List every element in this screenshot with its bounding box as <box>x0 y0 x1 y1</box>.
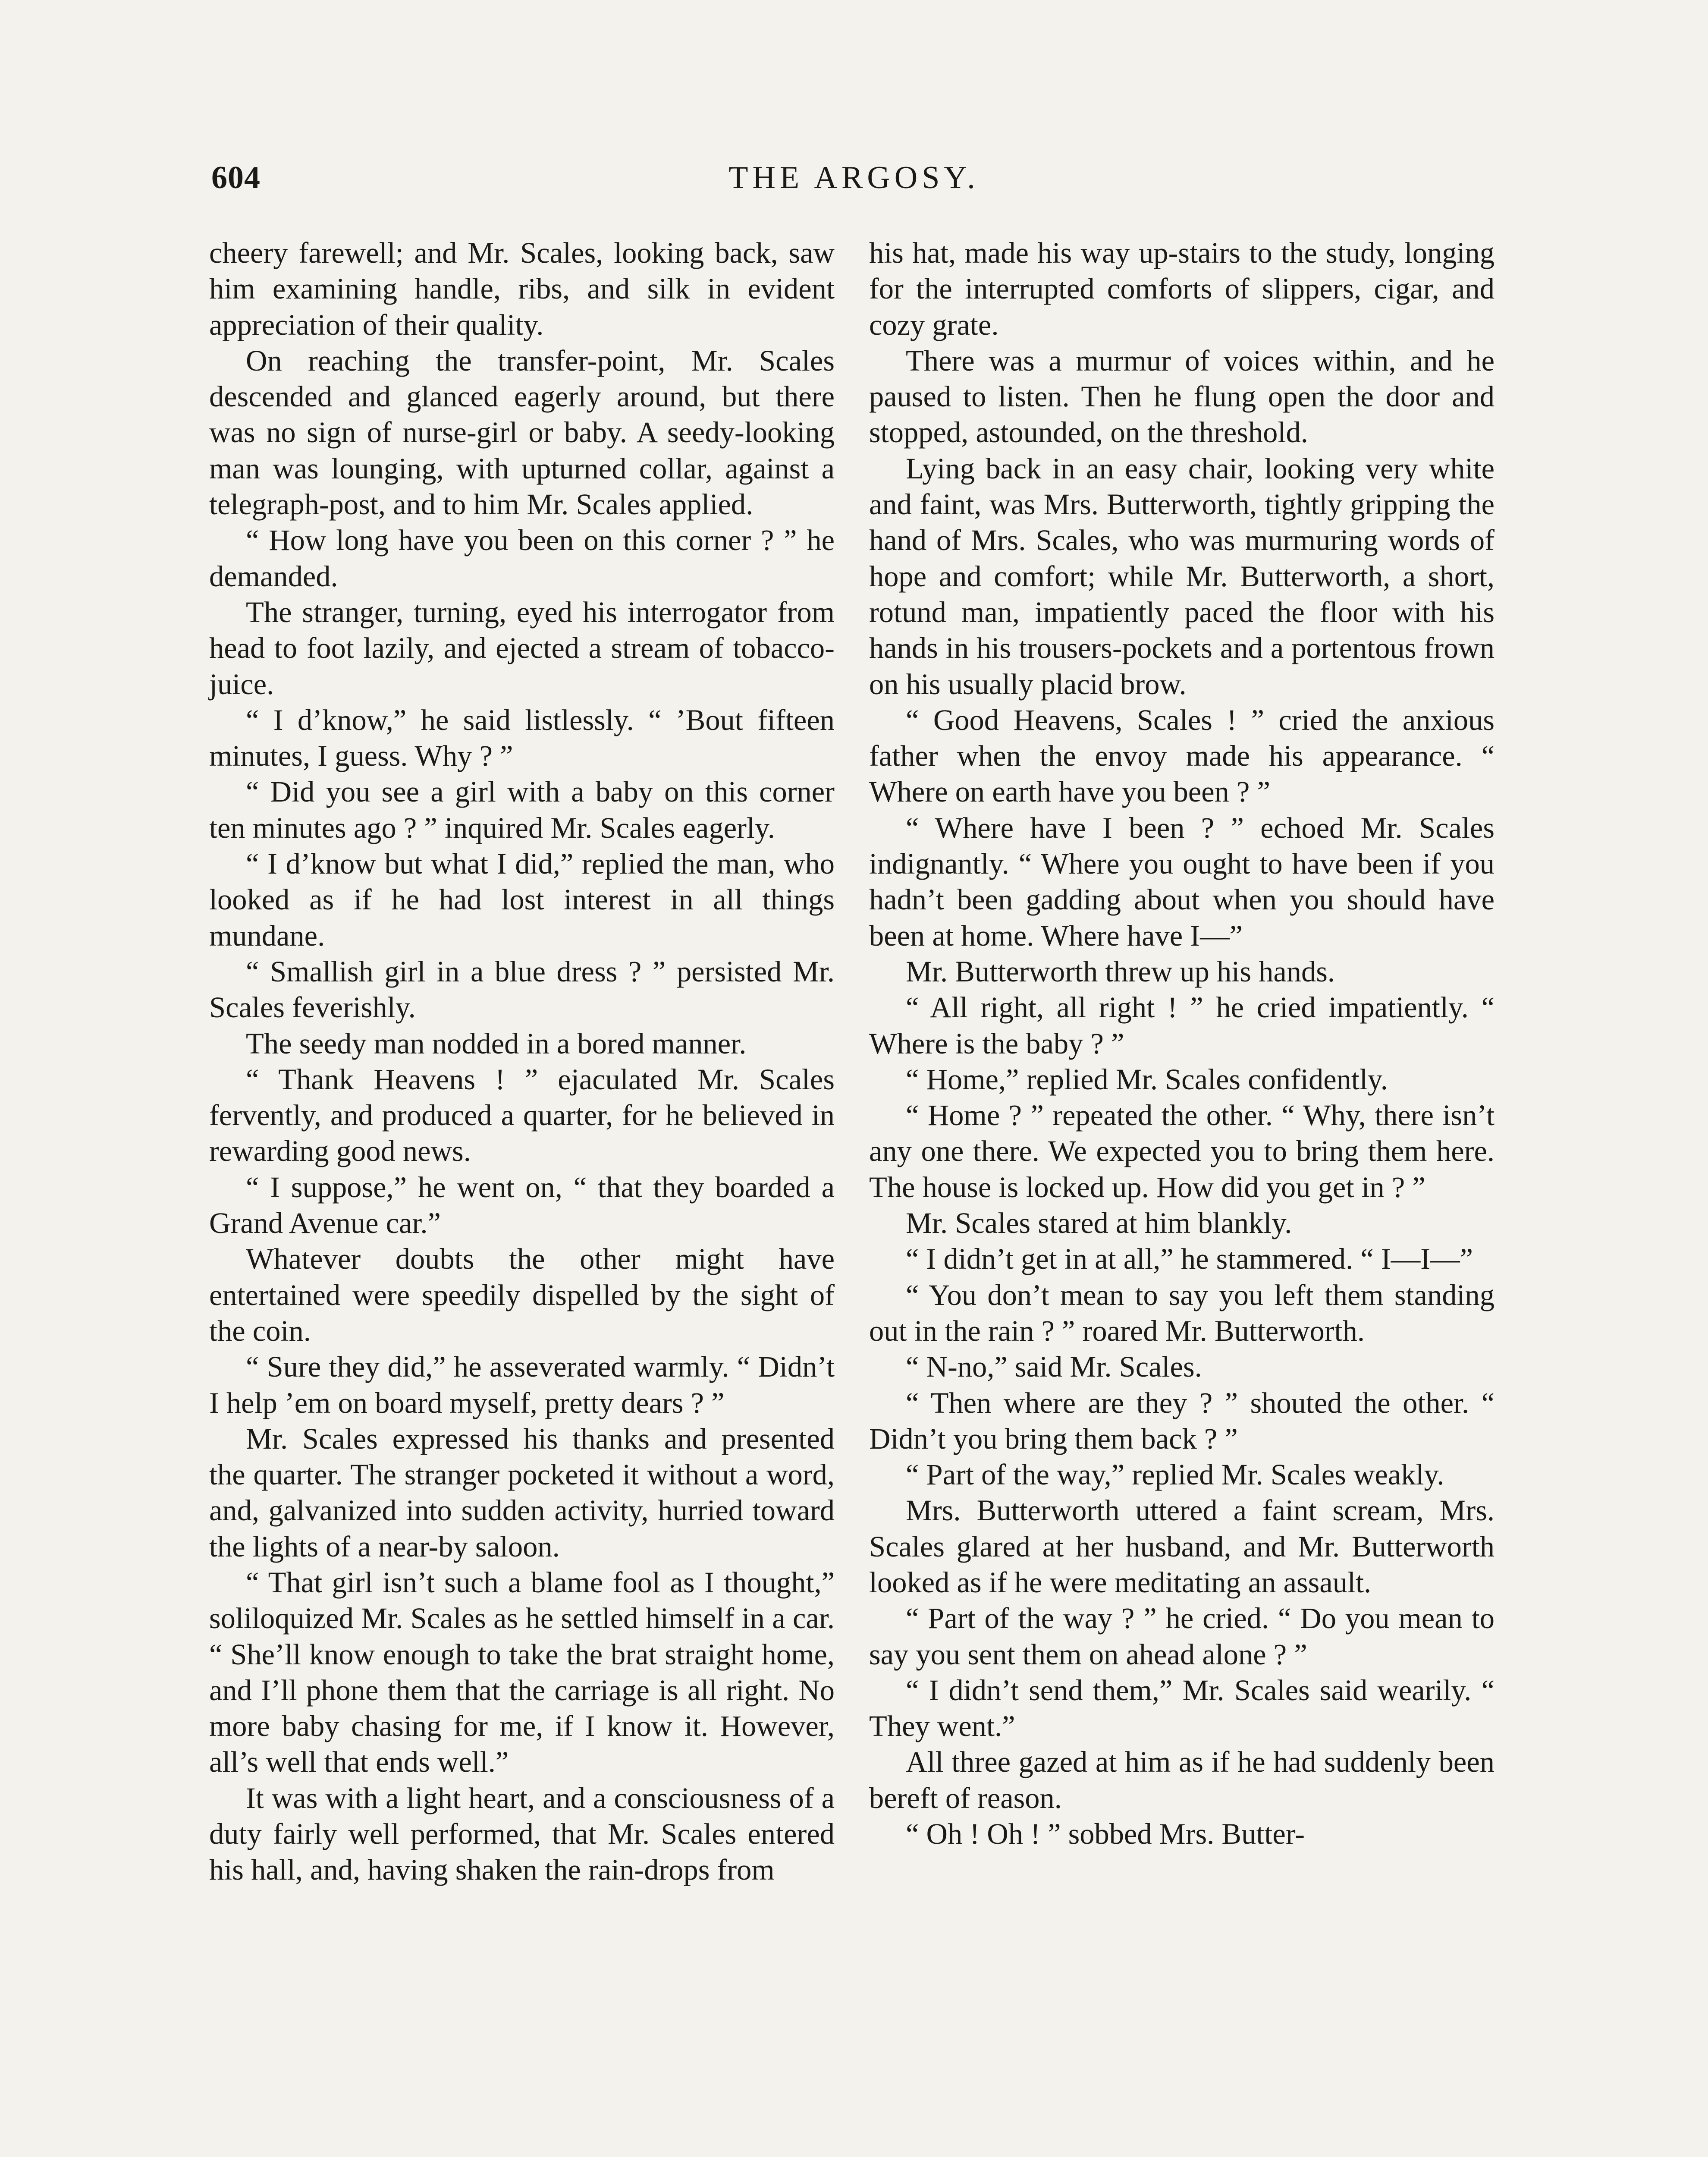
paragraph: Mr. Scales expressed his thanks and presented the quarter. The stranger pocketed it without a word, and, galvanized into sudden activity, hurried toward the lights of a near-by saloon. <box>209 1422 835 1563</box>
paragraph: “ N-no,” said Mr. Scales. <box>906 1350 1202 1383</box>
paragraph: “ That girl isn’t such a blame fool as I thought,” soliloquized Mr. Scales as he settled himself in a car. “ She’ll know enough to take the brat straight home, and I’ll phone them that the carriage is all right. No more baby chasing for me, if I know it. However, all’s well that ends well.” <box>209 1566 835 1779</box>
paragraph: “ Where have I been ? ” echoed Mr. Scales indignantly. “ Where you ought to have been if you hadn’t been gadding about when you should have been at home. Where have I—” <box>869 811 1494 952</box>
running-title: THE ARGOSY. <box>728 160 980 195</box>
paragraph: “ Then where are they ? ” shouted the other. “ Didn’t you bring them back ? ” <box>869 1386 1494 1455</box>
paragraph: Whatever doubts the other might have entertained were speedily dispelled by the sight of the coin. <box>209 1242 835 1347</box>
paragraph: The seedy man nodded in a bored manner. <box>246 1027 747 1060</box>
paragraph: “ I d’know but what I did,” replied the man, who looked as if he had lost interest in all things mundane. <box>209 847 835 952</box>
right-column <box>869 235 1494 1852</box>
left-column <box>209 235 835 1888</box>
paragraph: “ Smallish girl in a blue dress ? ” persisted Mr. Scales feverishly. <box>209 955 835 1024</box>
paragraph: “ Sure they did,” he asseverated warmly. “ Didn’t I help ’em on board myself, pretty dears ? ” <box>209 1350 835 1419</box>
paragraph: The stranger, turning, eyed his interrogator from head to foot lazily, and ejected a stream of tobacco-juice. <box>209 595 835 701</box>
paragraph: It was with a light heart, and a consciousness of a duty fairly well performed, that Mr. Scales entered his hall, and, having shaken the rain-drops from <box>209 1781 835 1887</box>
paragraph: Lying back in an easy chair, looking very white and faint, was Mrs. Butterworth, tightly gripping the hand of Mrs. Scales, who was murmuring words of hope and comfort; while Mr. Butterworth, a short, rotund man, impatiently paced the floor with his hands in his trousers-pockets and a portentous frown on his usually placid brow. <box>869 452 1494 701</box>
paragraph: “ Home ? ” repeated the other. “ Why, there isn’t any one there. We expected you to bring them here. The house is locked up. How did you get in ? ” <box>869 1099 1494 1204</box>
paragraph: “ Part of the way,” replied Mr. Scales weakly. <box>906 1458 1444 1491</box>
paragraph: On reaching the transfer-point, Mr. Scales descended and glanced eagerly around, but there was no sign of nurse-girl or baby. A seedy-looking man was lounging, with upturned collar, against a telegraph-post, and to him Mr. Scales applied. <box>209 344 835 521</box>
paragraph: “ Did you see a girl with a baby on this corner ten minutes ago ? ” inquired Mr. Scales eagerly. <box>209 775 835 844</box>
paragraph: cheery farewell; and Mr. Scales, looking back, saw him examining handle, ribs, and silk in evident appreciation of their quality. <box>209 236 835 341</box>
paragraph: Mrs. Butterworth uttered a faint scream, Mrs. Scales glared at her husband, and Mr. Butterworth looked as if he were meditating an assault. <box>869 1494 1494 1599</box>
paragraph: “ Home,” replied Mr. Scales confidently. <box>906 1063 1388 1096</box>
paragraph: All three gazed at him as if he had suddenly been bereft of reason. <box>869 1745 1494 1814</box>
paragraph: “ You don’t mean to say you left them standing out in the rain ? ” roared Mr. Butterworth. <box>869 1278 1494 1347</box>
paragraph: “ Oh ! Oh ! ” sobbed Mrs. Butter- <box>906 1817 1305 1851</box>
paragraph: “ I suppose,” he went on, “ that they boarded a Grand Avenue car.” <box>209 1170 835 1240</box>
paragraph: There was a murmur of voices within, and he paused to listen. Then he flung open the door and stopped, astounded, on the threshold. <box>869 344 1494 449</box>
paragraph: “ I d’know,” he said listlessly. “ ’Bout fifteen minutes, I guess. Why ? ” <box>209 703 835 773</box>
paragraph: his hat, made his way up-stairs to the study, longing for the interrupted comforts of slippers, cigar, and cozy grate. <box>869 236 1494 341</box>
paragraph: “ I didn’t get in at all,” he stammered. “ I—I—” <box>906 1242 1473 1276</box>
paragraph: “ All right, all right ! ” he cried impatiently. “ Where is the baby ? ” <box>869 991 1494 1060</box>
paragraph: “ I didn’t send them,” Mr. Scales said wearily. “ They went.” <box>869 1673 1494 1743</box>
paragraph: Mr. Scales stared at him blankly. <box>906 1207 1292 1240</box>
paragraph: Mr. Butterworth threw up his hands. <box>906 955 1335 988</box>
page-number: 604 <box>211 160 261 195</box>
paragraph: “ Part of the way ? ” he cried. “ Do you mean to say you sent them on ahead alone ? ” <box>869 1602 1494 1671</box>
page-header <box>211 160 1497 207</box>
paragraph: “ How long have you been on this corner ? ” he demanded. <box>209 524 835 593</box>
paragraph: “ Good Heavens, Scales ! ” cried the anxious father when the envoy made his appearance. “ Where on earth have you been ? ” <box>869 703 1494 808</box>
paragraph: “ Thank Heavens ! ” ejaculated Mr. Scales fervently, and produced a quarter, for he believed in rewarding good news. <box>209 1063 835 1168</box>
